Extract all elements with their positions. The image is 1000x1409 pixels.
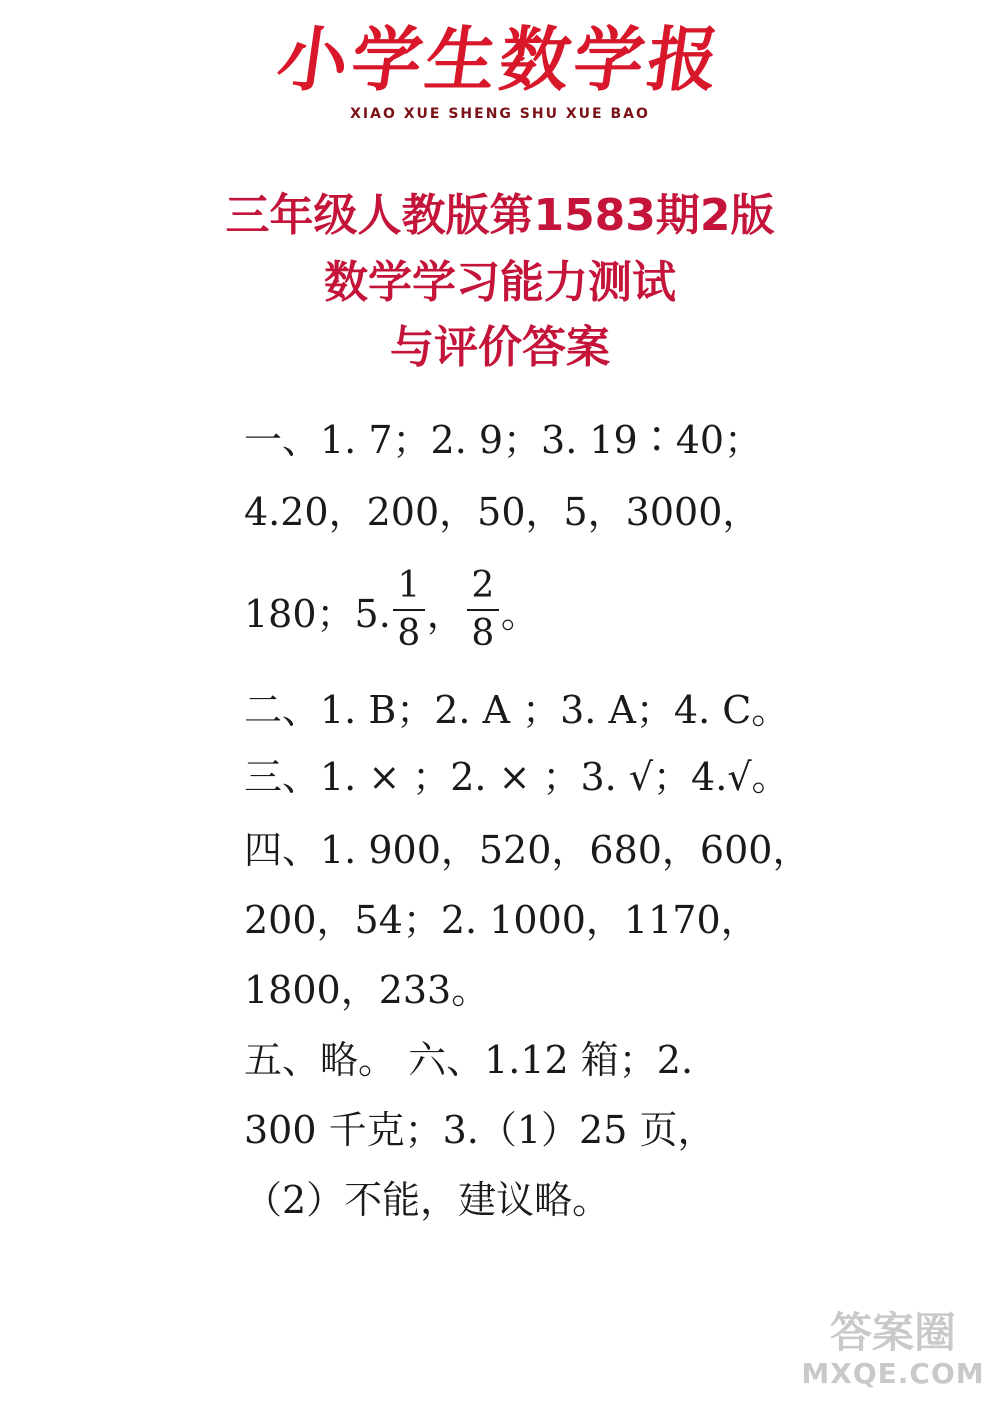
fraction-one-eighth	[391, 567, 427, 653]
answer-line-4: 二、1. B；2. A ；3. A；4. C。	[244, 688, 790, 732]
fraction-denominator: 8	[397, 613, 421, 654]
fraction-bar	[393, 609, 425, 611]
answer-line-5: 三、1. × ；2. × ；3. √；4.√。	[244, 755, 790, 799]
answer-line-3	[244, 555, 539, 665]
answer-line-11: （2）不能，建议略。	[244, 1178, 611, 1222]
answer-line-6: 四、1. 900，520，680，600，	[244, 828, 811, 872]
title-line-1: 三年级人教版第1583期2版	[225, 190, 775, 241]
newspaper-masthead: 小学生数学报	[272, 18, 728, 101]
answer-line-9: 五、略。 六、1.12 箱；2.	[244, 1038, 694, 1082]
masthead-pinyin: XIAO XUE SHENG SHU XUE BAO	[350, 106, 650, 122]
answer-line-1: 一、1. 7；2. 9；3. 19∶40；	[244, 418, 763, 462]
watermark-logo-text: 答案圈	[829, 1308, 956, 1357]
answer-line-3-end: 。	[500, 591, 539, 636]
title-line-3: 与评价答案	[390, 322, 610, 373]
fraction-separator: ，	[426, 591, 465, 636]
answer-line-10: 300 千克；3.（1）25 页，	[244, 1108, 716, 1152]
watermark-domain: MXQE.COM	[801, 1357, 985, 1390]
fraction-two-eighths	[465, 567, 501, 653]
fraction-bar	[467, 609, 499, 611]
title-line-2: 数学学习能力测试	[324, 257, 676, 308]
fraction-denominator: 8	[471, 613, 495, 654]
site-watermark	[798, 1309, 988, 1399]
fraction-numerator: 2	[471, 565, 495, 607]
answer-line-2: 4.20，200，50，5，3000，	[244, 490, 761, 534]
answer-line-7: 200，54；2. 1000，1170，	[244, 898, 759, 942]
answer-line-8: 1800，233。	[244, 968, 490, 1012]
answer-line-3-prefix: 180；5.	[244, 591, 391, 636]
fraction-numerator: 1	[397, 565, 421, 607]
